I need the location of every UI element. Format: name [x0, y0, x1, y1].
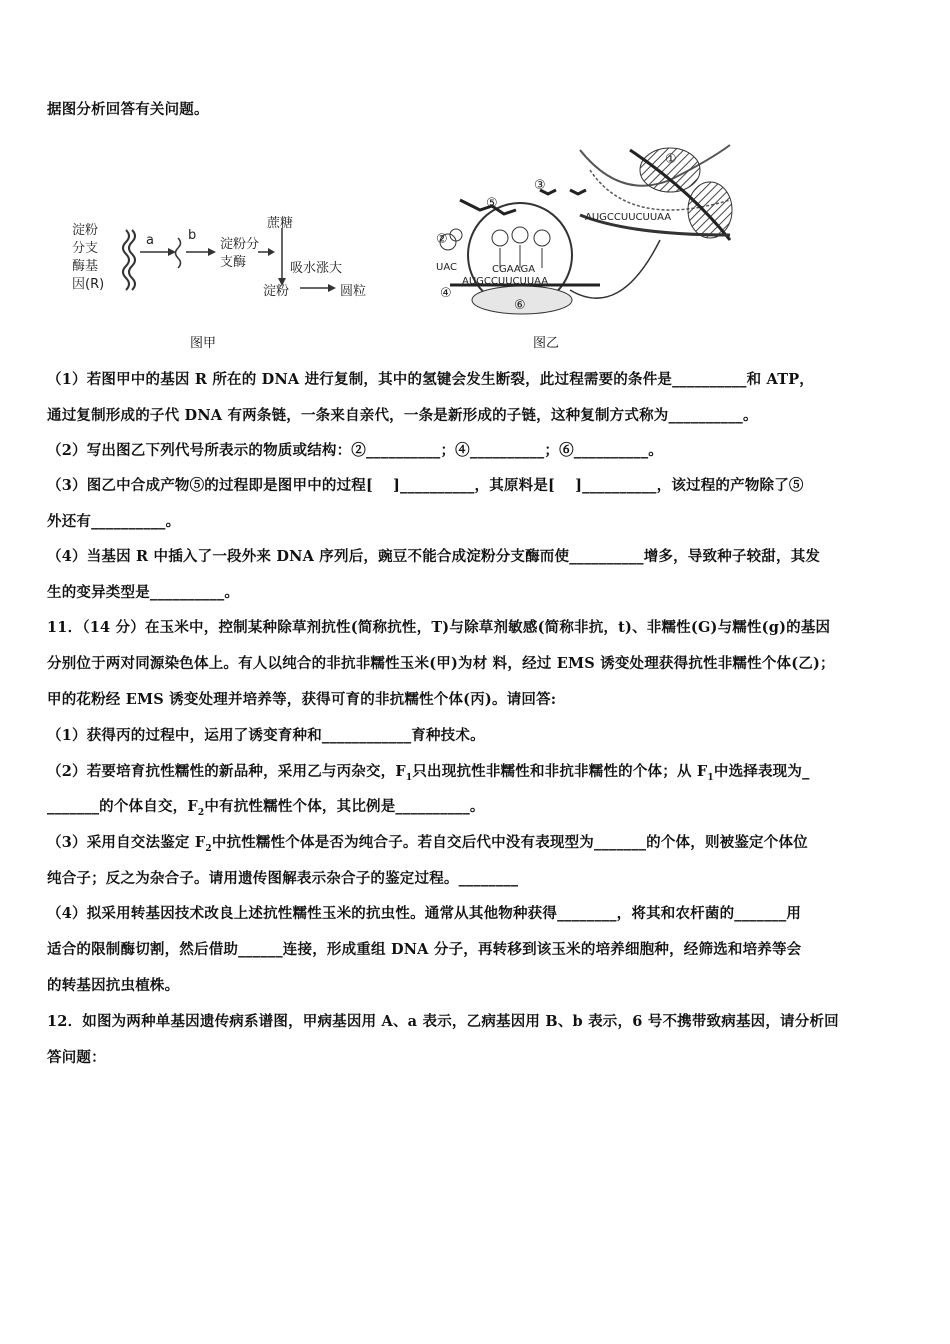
anticodon-label: UAC [436, 262, 457, 273]
gene-label: 淀粉 分支 酶基 因(R) [72, 223, 105, 292]
absorb-label: 吸水涨大 [290, 261, 343, 276]
enzyme-label: 淀粉分 支酶 [220, 237, 260, 270]
codon-mid: CGAAGA [492, 264, 536, 275]
q10-p1-line2: 通过复制形成的子代 DNA 有两条链，一条来自亲代，一条是新形成的子链，这种复制方式称为__________。 [47, 407, 758, 424]
q12-line1: 12．如图为两种单基因遗传病系谱图，甲病基因用 A、a 表示，乙病基因用 B、b 表示，6 号不携带致病基因，请分析回 [47, 1013, 839, 1030]
q12-line2: 答问题： [47, 1049, 106, 1066]
mark-1: ① [665, 152, 677, 167]
sucrose-label: 蔗糖 [267, 216, 294, 231]
mark-2: ② [436, 232, 448, 247]
q11-line1: 11．（14 分）在玉米中，控制某种除草剂抗性(简称抗性，T)与除草剂敏感(简称非抗，t)、非糯性(G)与糯性(g)的基因 [47, 619, 831, 636]
q11-line2: 分别位于两对同源染色体上。有人以纯合的非抗非糯性玉米(甲)为材 料，经过 EMS 诱变处理获得抗性非糯性个体(乙)； [47, 655, 835, 672]
round-seed-label: 圆粒 [340, 284, 367, 299]
q11-p2-line2: _______的个体自交，$F_2$中有抗性糯性个体，其比例是__________。 [47, 798, 485, 818]
q11-p3-line1: （3）采用自交法鉴定 $F_2$中抗性糯性个体是否为纯合子。若自交后代中没有表现型为_______的个体，则被鉴定个体位 [47, 834, 808, 854]
q11-p1: （1）获得丙的过程中，运用了诱变育种和____________育种技术。 [47, 727, 485, 744]
q10-p1-line1: （1）若图甲中的基因 R 所在的 DNA 进行复制，其中的氢键会发生断裂，此过程需要的条件是__________和 ATP， [47, 371, 815, 388]
q10-p3-line2: 外还有__________。 [47, 513, 181, 530]
q11-p2-line1: （2）若要培育抗性糯性的新品种，采用乙与丙杂交，$F_1$只出现抗性非糯性和非抗非糯性的个体；从 $F_1$中选择表现为_ [47, 763, 810, 783]
arrow-b-label: b [188, 228, 197, 243]
figure-area [60, 140, 760, 355]
mark-5: ⑤ [486, 196, 498, 211]
q11-line3: 甲的花粉经 EMS 诱变处理并培养等，获得可育的非抗糯性个体(丙)。请回答: [47, 691, 557, 708]
figure-right-drawing [430, 140, 740, 355]
q11-p4-line2: 适合的限制酶切割，然后借助______连接，形成重组 DNA 分子，再转移到该玉米的培养细胞种，经筛选和培养等会 [47, 941, 802, 958]
q10-p2: （2）写出图乙下列代号所表示的物质或结构：②__________；④__________；⑥__________。 [47, 442, 663, 459]
q11-p3-line2: 纯合子；反之为杂合子。请用遗传图解表示杂合子的鉴定过程。________ [47, 870, 519, 887]
codon-bottom: AUGCCUUCUUAA [462, 276, 549, 287]
q10-p4-line2: 生的变异类型是__________。 [47, 584, 240, 601]
intro-text: 据图分析回答有关问题。 [47, 101, 209, 118]
q11-p4-line3: 的转基因抗虫植株。 [47, 977, 180, 994]
mark-4: ④ [440, 286, 452, 301]
mark-3: ③ [534, 178, 546, 193]
mark-6: ⑥ [514, 298, 526, 313]
starch-label: 淀粉 [263, 284, 290, 299]
figure-left-caption: 图甲 [190, 336, 217, 351]
figure-right-caption: 图乙 [533, 336, 560, 351]
q10-p4-line1: （4）当基因 R 中插入了一段外来 DNA 序列后，豌豆不能合成淀粉分支酶而使__________增多，导致种子较甜，其发 [47, 548, 821, 565]
q10-p3-line1: （3）图乙中合成产物⑤的过程即是图甲中的过程[ ]__________，其原料是[ ]__________，该过程的产物除了⑤ [47, 477, 804, 494]
codon-top: AUGCCUUCUUAA [585, 212, 672, 223]
arrow-a-label: a [146, 233, 154, 248]
q11-p4-line1: （4）拟采用转基因技术改良上述抗性糯性玉米的抗虫性。通常从其他物种获得________，将其和农杆菌的_______用 [47, 905, 802, 922]
